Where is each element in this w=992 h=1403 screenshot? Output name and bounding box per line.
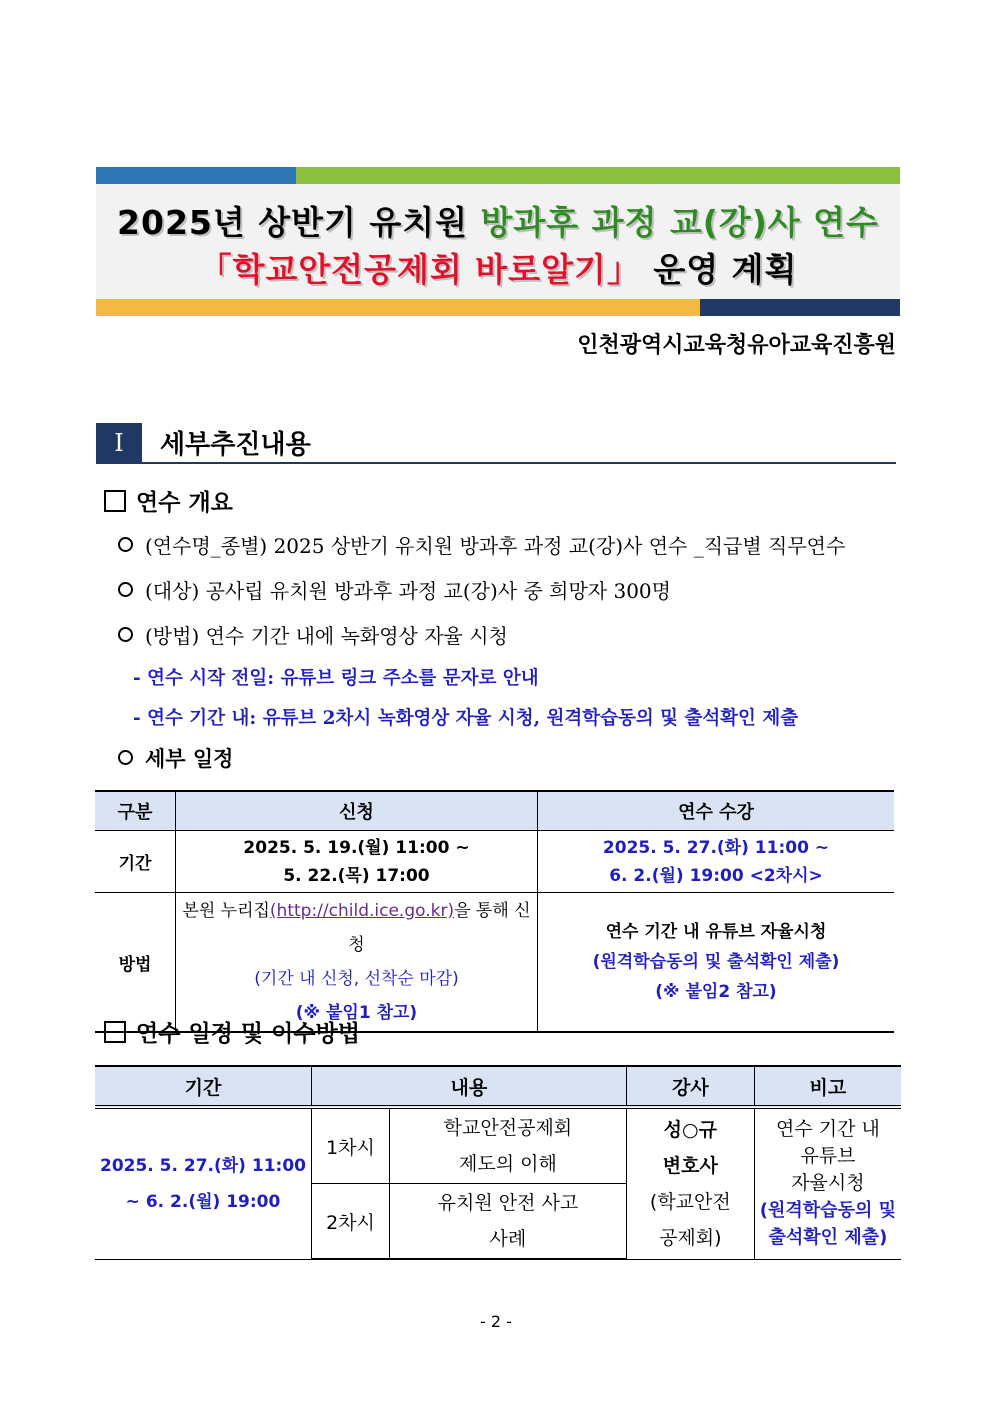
apply-period-line-1: 2025. 5. 19.(월) 11:00 ~ xyxy=(243,837,470,858)
circle-bullet-icon xyxy=(118,750,133,765)
schedule-course-method xyxy=(538,893,895,1033)
apply-method-line-2: (기간 내 신청, 선착순 마감) xyxy=(254,969,459,989)
overview-subitem-1: - 연수 시작 전일: 유튜브 링크 주소를 문자로 안내 xyxy=(133,668,539,689)
website-link[interactable]: (http://child.ice.go.kr) xyxy=(269,901,455,921)
lecturer-line-2: 변호사 xyxy=(662,1154,718,1177)
hours-period-line-2: ~ 6. 2.(월) 19:00 xyxy=(125,1191,281,1212)
note-line-3: 자율시청 xyxy=(791,1172,865,1195)
square-bullet-icon xyxy=(104,1021,126,1043)
note-line-5: 출석확인 제출) xyxy=(768,1227,888,1249)
schedule-period-label: 기간 xyxy=(95,831,176,893)
hours-heading xyxy=(104,1015,360,1048)
session-1-topic-line-1: 학교안전공제회 xyxy=(443,1117,573,1139)
square-bullet-icon xyxy=(104,490,126,512)
apply-method-line-3: (※ 붙임1 참고) xyxy=(295,1003,418,1023)
schedule-method-label: 방법 xyxy=(95,893,176,1033)
hours-period xyxy=(95,1107,312,1259)
overview-bullet-1-text: (연수명_종별) 2025 상반기 유치원 방과후 과정 교(강)사 연수 _직급별 직무연수 xyxy=(145,534,846,558)
note-line-4: (원격학습동의 및 xyxy=(759,1200,897,1222)
session-1-topic-line-2: 제도의 이해 xyxy=(459,1153,557,1175)
schedule-heading-text: 세부 일정 xyxy=(145,746,234,771)
circle-bullet-icon xyxy=(118,537,133,552)
overview-bullet-1 xyxy=(118,530,845,559)
hours-session-1: 1차시 xyxy=(312,1107,390,1184)
hours-table xyxy=(95,1065,901,1260)
banner-bottom-orange-bar xyxy=(96,299,700,316)
title-line-2 xyxy=(96,244,900,291)
schedule-apply-method xyxy=(176,893,538,1033)
title-line-2-b: 운영 계획 xyxy=(640,250,798,289)
course-period-line-1: 2025. 5. 27.(화) 11:00 ~ xyxy=(602,837,830,858)
course-method-line-1: 연수 기간 내 유튜브 자율시청 xyxy=(605,922,827,942)
schedule-table xyxy=(95,790,894,1033)
overview-bullet-3 xyxy=(118,620,508,649)
title-line-2-a: 「학교안전공제회 바로알기」 xyxy=(198,250,641,289)
hours-header-content: 내용 xyxy=(312,1066,627,1107)
schedule-course-period xyxy=(538,831,895,893)
apply-method-text-b: 을 통해 신청 xyxy=(348,901,531,955)
hours-session-2-topic xyxy=(390,1184,627,1260)
schedule-header-category: 구분 xyxy=(95,791,176,831)
schedule-header-course: 연수 수강 xyxy=(538,791,895,831)
overview-subitem-2: - 연수 기간 내: 유튜브 2차시 녹화영상 자율 시청, 원격학습동의 및 출석확인 제출 xyxy=(133,708,799,729)
title-line-1-a: 2025년 상반기 유치원 xyxy=(117,203,481,242)
circle-bullet-icon xyxy=(118,627,133,642)
note-line-1: 연수 기간 내 xyxy=(775,1118,880,1141)
overview-bullet-2-text: (대상) 공사립 유치원 방과후 과정 교(강)사 중 희망자 300명 xyxy=(145,579,671,603)
hours-lecturer xyxy=(626,1107,754,1259)
section-number: I xyxy=(96,423,142,463)
organization-name: 인천광역시교육청유아교육진흥원 xyxy=(577,333,896,358)
overview-bullet-3-text: (방법) 연수 기간 내에 녹화영상 자율 시청 xyxy=(145,624,508,648)
lecturer-line-3: (학교안전 xyxy=(649,1190,731,1213)
section-underline xyxy=(96,462,896,464)
note-line-2: 유튜브 xyxy=(800,1145,856,1168)
session-2-topic-line-2: 사례 xyxy=(489,1228,527,1250)
hours-session-2: 2차시 xyxy=(312,1184,390,1260)
apply-method-line-1 xyxy=(177,894,536,962)
section-title: 세부추진내용 xyxy=(160,430,311,460)
course-method-line-2: (원격학습동의 및 출석확인 제출) xyxy=(592,952,840,972)
schedule-heading xyxy=(118,743,233,773)
schedule-apply-period xyxy=(176,831,538,893)
title-line-1 xyxy=(96,197,900,244)
hours-note xyxy=(754,1107,901,1259)
hours-period-line-1: 2025. 5. 27.(화) 11:00 xyxy=(99,1155,306,1176)
apply-period-line-2: 5. 22.(목) 17:00 xyxy=(283,865,430,886)
hours-header-period: 기간 xyxy=(95,1066,312,1107)
banner-top-green-bar xyxy=(296,167,900,184)
course-method-line-3: (※ 붙임2 참고) xyxy=(655,982,777,1002)
session-2-topic-line-1: 유치원 안전 사고 xyxy=(437,1192,579,1214)
hours-heading-text: 연수 일정 및 이수방법 xyxy=(136,1021,360,1047)
apply-method-text-a: 본원 누리집 xyxy=(182,901,270,921)
overview-heading xyxy=(104,484,233,517)
overview-heading-text: 연수 개요 xyxy=(136,490,233,516)
circle-bullet-icon xyxy=(118,582,133,597)
hours-session-1-topic xyxy=(390,1107,627,1184)
hours-header-note: 비고 xyxy=(754,1066,901,1107)
lecturer-line-4: 공제회) xyxy=(659,1226,722,1249)
page-number: - 2 - xyxy=(480,1312,512,1331)
title-line-1-b: 방과후 과정 교(강)사 연수 xyxy=(480,203,879,242)
course-period-line-2: 6. 2.(월) 19:00 <2차시> xyxy=(609,865,823,886)
overview-bullet-2 xyxy=(118,575,671,604)
banner-bottom-navy-bar xyxy=(700,299,900,316)
schedule-header-apply: 신청 xyxy=(176,791,538,831)
banner-top-blue-bar xyxy=(96,167,296,184)
hours-header-lecturer: 강사 xyxy=(626,1066,754,1107)
lecturer-line-1: 성○규 xyxy=(663,1118,717,1141)
